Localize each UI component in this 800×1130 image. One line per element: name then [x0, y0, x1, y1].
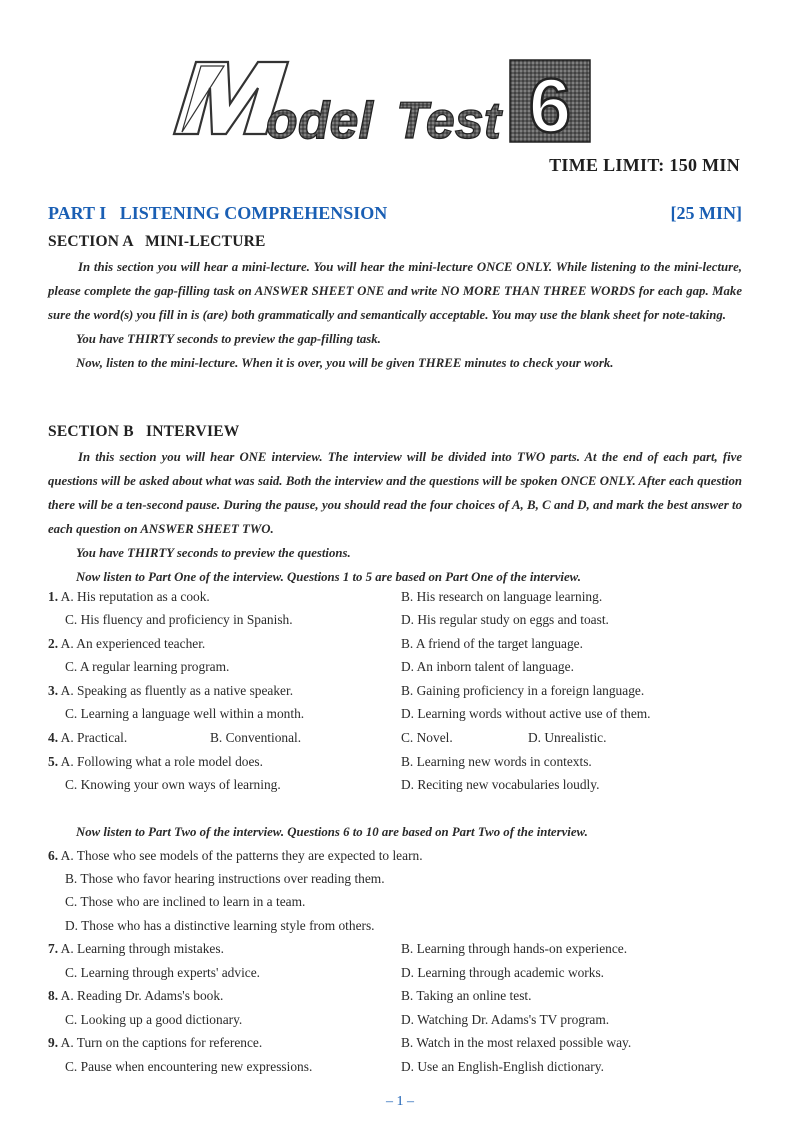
section-a-para2: You have THIRTY seconds to preview the gap-filling task. [76, 332, 381, 346]
option-b: B. A friend of the target language. [401, 636, 583, 651]
part-two-text: Now listen to Part Two of the interview. Questions 6 to 10 are based on Part Two of the interview. [76, 825, 588, 839]
option-c: C. His fluency and proficiency in Spanish. [65, 612, 293, 627]
question-number: 2. [48, 636, 59, 651]
section-a-instructions [48, 255, 742, 375]
model-test-logo [168, 58, 598, 150]
option-c: C. A regular learning program. [65, 659, 230, 674]
logo-number: 6 [528, 64, 572, 149]
time-limit: TIME LIMIT: 150 MIN [549, 155, 740, 175]
section-b-instructions [48, 445, 742, 589]
section-b-heading: SECTION B INTERVIEW [48, 423, 240, 440]
option-a: A. An experienced teacher. [60, 636, 206, 651]
option-a: A. Those who see models of the patterns they are expected to learn. [60, 848, 423, 863]
option-c: C. Knowing your own ways of learning. [65, 777, 281, 792]
section-a-para1: In this section you will hear a mini-lecture. You will hear the mini-lecture ONCE ONLY. While listening to the mini-lecture, please complete the gap-filling task on ANSWER SHEET ONE and write NO MORE THAN THREE WORDS for each gap. Make sure the word(s) you fill in is (are) both grammatically and semantically acceptable. You may use the blank sheet for note-taking. [48, 260, 742, 322]
question-number: 1. [48, 589, 59, 604]
question-number: 4. [48, 730, 59, 745]
option-a: A. Speaking as fluently as a native speaker. [60, 683, 294, 698]
question-number: 5. [48, 754, 59, 769]
option-d: D. Those who has a distinctive learning style from others. [65, 918, 375, 933]
option-a: A. Practical. [60, 730, 128, 745]
part-duration: [25 MIN] [670, 203, 742, 223]
logo-graphic [168, 58, 598, 150]
question-number: 7. [48, 941, 59, 956]
question-number: 8. [48, 988, 59, 1003]
logo-word-test: Test [396, 92, 501, 150]
option-d: D. Learning through academic works. [401, 965, 605, 980]
question-number: 6. [48, 848, 59, 863]
option-a: A. Following what a role model does. [60, 754, 263, 769]
section-b-para2: You have THIRTY seconds to preview the questions. [76, 546, 351, 560]
question-number: 3. [48, 683, 59, 698]
option-d: D. Reciting new vocabularies loudly. [401, 777, 600, 792]
part-two-instruction [48, 820, 742, 844]
option-a: A. His reputation as a cook. [60, 589, 210, 604]
section-a-para3: Now, listen to the mini-lecture. When it is over, you will be given THREE minutes to check your work. [76, 356, 614, 370]
question-number: 9. [48, 1035, 59, 1050]
part-heading [48, 203, 742, 224]
option-c: C. Learning through experts' advice. [65, 965, 261, 980]
option-b: B. Learning through hands-on experience. [401, 941, 628, 956]
option-d: D. An inborn talent of language. [401, 659, 574, 674]
option-c: C. Looking up a good dictionary. [65, 1012, 243, 1027]
section-b-para1: In this section you will hear ONE interview. The interview will be divided into TWO parts. At the end of each part, five questions will be asked about what was said. Both the interview and the questions will be spoken ONCE ONLY. After each question there will be a ten-second pause. During the pause, you should read the four choices of A, B, C and D, and mark the best answer to each question on ANSWER SHEET TWO. [48, 450, 742, 536]
option-c: C. Learning a language well within a month. [65, 706, 305, 721]
option-d: D. His regular study on eggs and toast. [401, 612, 609, 627]
option-a: A. Turn on the captions for reference. [60, 1035, 263, 1050]
page-number: – 1 – [386, 1094, 414, 1109]
option-b: B. His research on language learning. [401, 589, 603, 604]
option-c: C. Those who are inclined to learn in a team. [65, 894, 306, 909]
option-b: B. Learning new words in contexts. [401, 754, 592, 769]
option-b: B. Those who favor hearing instructions over reading them. [65, 871, 385, 886]
section-a-heading: SECTION A MINI-LECTURE [48, 233, 266, 250]
part-label: PART I LISTENING COMPREHENSION [48, 203, 388, 223]
option-b: B. Watch in the most relaxed possible way. [401, 1035, 632, 1050]
option-a: A. Learning through mistakes. [60, 941, 224, 956]
option-d: D. Use an English-English dictionary. [401, 1059, 604, 1074]
option-d: D. Unrealistic. [528, 730, 607, 745]
option-d: D. Watching Dr. Adams's TV program. [401, 1012, 610, 1027]
option-b: B. Taking an online test. [401, 988, 532, 1003]
option-c: C. Novel. [401, 730, 453, 745]
option-d: D. Learning words without active use of them. [401, 706, 651, 721]
option-a: A. Reading Dr. Adams's book. [60, 988, 224, 1003]
logo-word-model: odel [266, 92, 373, 150]
section-b-part-one: Now listen to Part One of the interview. Questions 1 to 5 are based on Part One of the interview. [76, 570, 581, 584]
option-b: B. Gaining proficiency in a foreign language. [401, 683, 645, 698]
option-c: C. Pause when encountering new expressions. [65, 1059, 313, 1074]
option-b: B. Conventional. [210, 730, 302, 745]
